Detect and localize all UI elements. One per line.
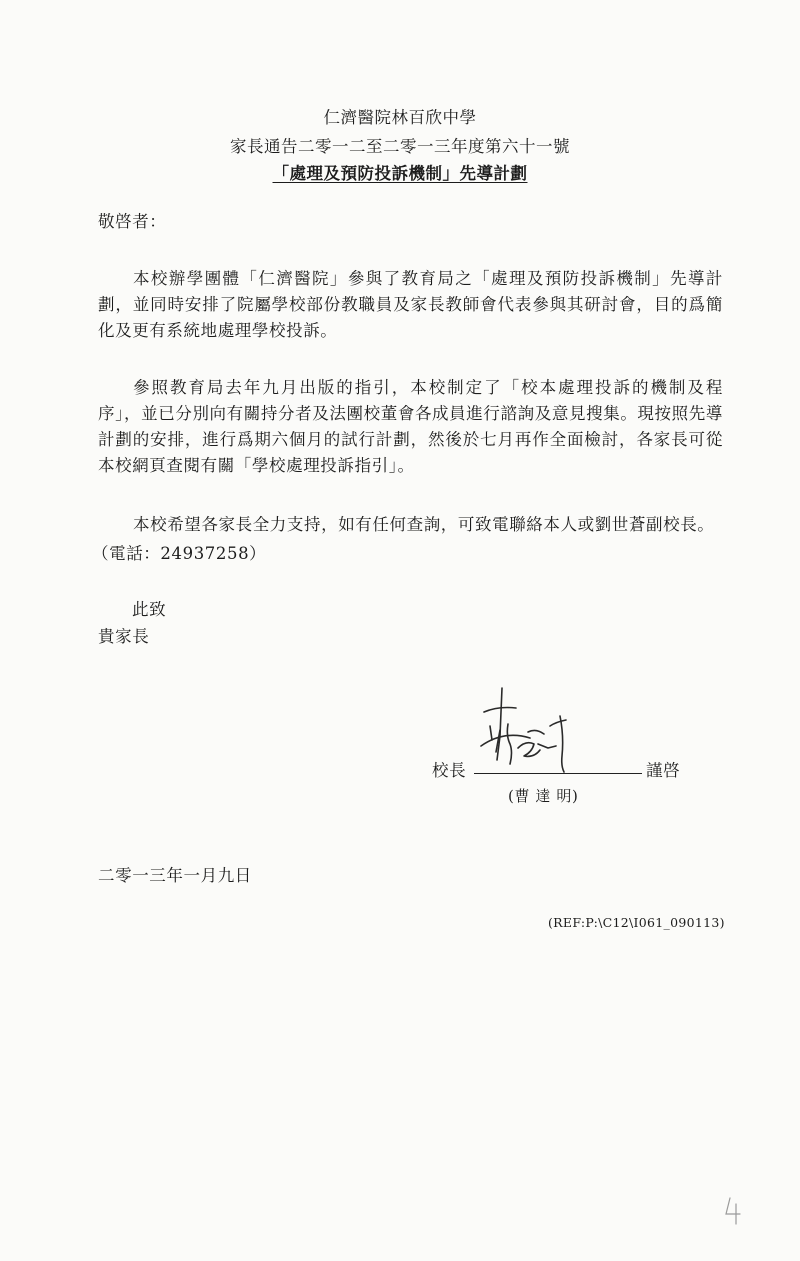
paragraph-2: 參照教育局去年九月出版的指引，本校制定了「校本處理投訴的機制及程序」，並已分別向有關持分者及法團校董會各成員進行諮詢及意見搜集。現按照先導計劃的安排，進行爲期六個月的試行計劃，然後於七月再作全面檢討，各家長可從本校網頁查閱有關「學校處理投訴指引」。 xyxy=(98,378,723,475)
signature-title: 校長 xyxy=(432,761,467,780)
signature-line xyxy=(474,773,642,774)
principal-name: (曹 達 明) xyxy=(508,787,579,805)
notice-number: 家長通告二零一二至二零一三年度第六十一號 xyxy=(230,137,570,156)
paragraph-1: 本校辦學團體「仁濟醫院」參與了教育局之「處理及預防投訴機制」先導計劃，並同時安排了院屬學校部份教職員及家長教師會代表參與其研討會，目的爲簡化及更有系統地處理學校投訴。 xyxy=(98,269,723,340)
paragraph-3: 本校希望各家長全力支持，如有任何查詢，可致電聯絡本人或劉世蒼副校長。 xyxy=(133,515,715,534)
salutation: 敬啓者： xyxy=(98,212,167,231)
letter-date: 二零一三年一月九日 xyxy=(98,866,252,885)
plan-title: 「處理及預防投訴機制」先導計劃 xyxy=(272,164,528,183)
school-name: 仁濟醫院林百欣中學 xyxy=(323,108,477,127)
principal-signature-image xyxy=(478,686,578,778)
reference-code: (REF:P:\C12\I061_090113) xyxy=(548,915,725,930)
closing-line-2: 貴家長 xyxy=(98,627,150,646)
closing-line-1: 此致 xyxy=(132,600,167,619)
signature-suffix: 謹啓 xyxy=(646,761,681,780)
page-number-mark xyxy=(722,1196,746,1226)
phone-line: （電話：24937258） xyxy=(92,544,267,563)
